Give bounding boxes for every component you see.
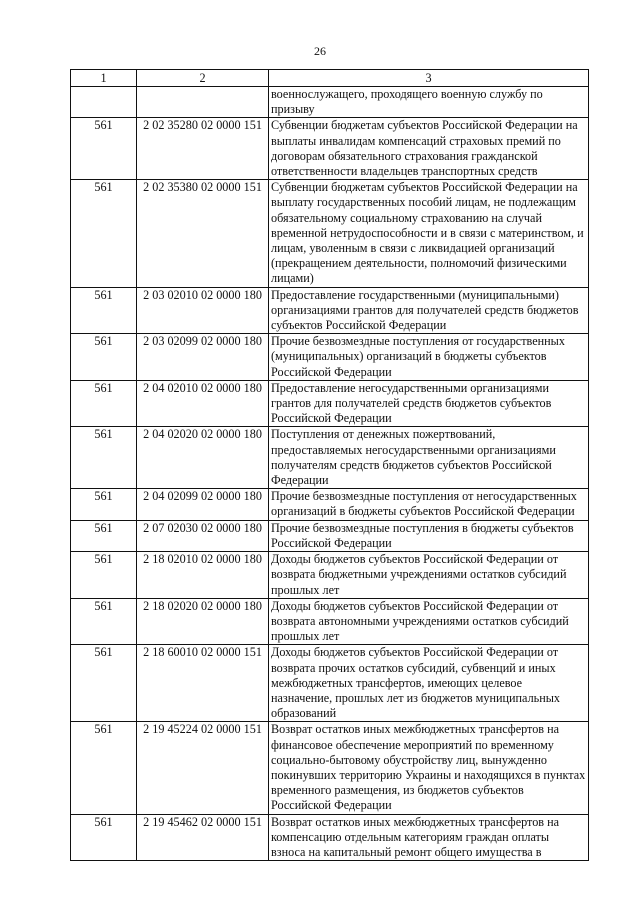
description-cell: Прочие безвозмездные поступления от негосударственных организаций в бюджеты субъектов Российской Федерации — [269, 489, 589, 520]
budget-code-cell: 2 04 02099 02 0000 180 — [137, 489, 269, 520]
table-row — [71, 722, 589, 814]
description-cell: военнослужащего, проходящего военную службу по призыву — [269, 87, 589, 118]
budget-code-cell: 2 19 45462 02 0000 151 — [137, 814, 269, 861]
admin-code-cell: 561 — [71, 180, 137, 287]
table-row — [71, 645, 589, 722]
table-row — [71, 287, 589, 334]
description-cell: Предоставление государственными (муниципальными) организациями грантов для получателей средств бюджетов субъектов Российской Федерации — [269, 287, 589, 334]
description-cell: Прочие безвозмездные поступления в бюджеты субъектов Российской Федерации — [269, 520, 589, 551]
description-cell: Доходы бюджетов субъектов Российской Федерации от возврата бюджетными учреждениями остатков субсидий прошлых лет — [269, 552, 589, 599]
admin-code-cell: 561 — [71, 814, 137, 861]
budget-code-cell: 2 02 35380 02 0000 151 — [137, 180, 269, 287]
admin-code-cell: 561 — [71, 722, 137, 814]
table-row — [71, 520, 589, 551]
table-row — [71, 334, 589, 381]
admin-code-cell: 561 — [71, 552, 137, 599]
admin-code-cell: 561 — [71, 520, 137, 551]
admin-code-cell: 561 — [71, 118, 137, 180]
table-row — [71, 380, 589, 427]
admin-code-cell: 561 — [71, 598, 137, 645]
budget-code-cell: 2 03 02010 02 0000 180 — [137, 287, 269, 334]
budget-code-cell: 2 03 02099 02 0000 180 — [137, 334, 269, 381]
table-row — [71, 118, 589, 180]
table-row — [71, 427, 589, 489]
budget-code-cell: 2 19 45224 02 0000 151 — [137, 722, 269, 814]
table-row — [71, 598, 589, 645]
table-row — [71, 180, 589, 287]
admin-code-cell: 561 — [71, 334, 137, 381]
admin-code-cell: 561 — [71, 427, 137, 489]
budget-code-cell: 2 04 02020 02 0000 180 — [137, 427, 269, 489]
description-cell: Субвенции бюджетам субъектов Российской Федерации на выплату государственных пособий лицам, не подлежащим обязательному социальному страхованию на случай временной нетрудоспособности и в связи с материнством, и лицам, уволенным в связи с ликвидацией организаций (прекращением деятельности, полномочий физическими лицами) — [269, 180, 589, 287]
admin-code-cell: 561 — [71, 287, 137, 334]
table-row — [71, 87, 589, 118]
admin-code-cell — [71, 87, 137, 118]
description-cell: Доходы бюджетов субъектов Российской Федерации от возврата автономными учреждениями остатков субсидий прошлых лет — [269, 598, 589, 645]
budget-code-cell: 2 18 02020 02 0000 180 — [137, 598, 269, 645]
budget-code-cell: 2 18 60010 02 0000 151 — [137, 645, 269, 722]
table-row — [71, 552, 589, 599]
header-col-1: 1 — [71, 70, 137, 87]
budget-code-cell: 2 07 02030 02 0000 180 — [137, 520, 269, 551]
revenue-codes-table — [70, 69, 589, 861]
admin-code-cell: 561 — [71, 645, 137, 722]
header-col-2: 2 — [137, 70, 269, 87]
table-row — [71, 489, 589, 520]
admin-code-cell: 561 — [71, 489, 137, 520]
description-cell: Возврат остатков иных межбюджетных трансфертов на компенсацию отдельным категориям граждан оплаты взноса на капитальный ремонт общего имущества в — [269, 814, 589, 861]
description-cell: Субвенции бюджетам субъектов Российской Федерации на выплаты инвалидам компенсаций страховых премий по договорам обязательного страхования гражданской ответственности владельцев транспортных средств — [269, 118, 589, 180]
description-cell: Поступления от денежных пожертвований, предоставляемых негосударственными организациями получателям средств бюджетов субъектов Российской Федерации — [269, 427, 589, 489]
header-col-3: 3 — [269, 70, 589, 87]
budget-code-cell — [137, 87, 269, 118]
description-cell: Прочие безвозмездные поступления от государственных (муниципальных) организаций в бюджеты субъектов Российской Федерации — [269, 334, 589, 381]
description-cell: Доходы бюджетов субъектов Российской Федерации от возврата прочих остатков субсидий, субвенций и иных межбюджетных трансфертов, имеющих целевое назначение, прошлых лет из бюджетов муниципальных образований — [269, 645, 589, 722]
budget-code-cell: 2 02 35280 02 0000 151 — [137, 118, 269, 180]
budget-code-cell: 2 18 02010 02 0000 180 — [137, 552, 269, 599]
table-header-row — [71, 70, 589, 87]
page-number: 26 — [314, 44, 326, 58]
description-cell: Возврат остатков иных межбюджетных трансфертов на финансовое обеспечение мероприятий по временному социально-бытовому обустройству лиц, вынужденно покинувших территорию Украины и находящихся в пунктах временного размещения, из бюджетов субъектов Российской Федерации — [269, 722, 589, 814]
description-cell: Предоставление негосударственными организациями грантов для получателей средств бюджетов субъектов Российской Федерации — [269, 380, 589, 427]
budget-code-cell: 2 04 02010 02 0000 180 — [137, 380, 269, 427]
admin-code-cell: 561 — [71, 380, 137, 427]
table-row — [71, 814, 589, 861]
